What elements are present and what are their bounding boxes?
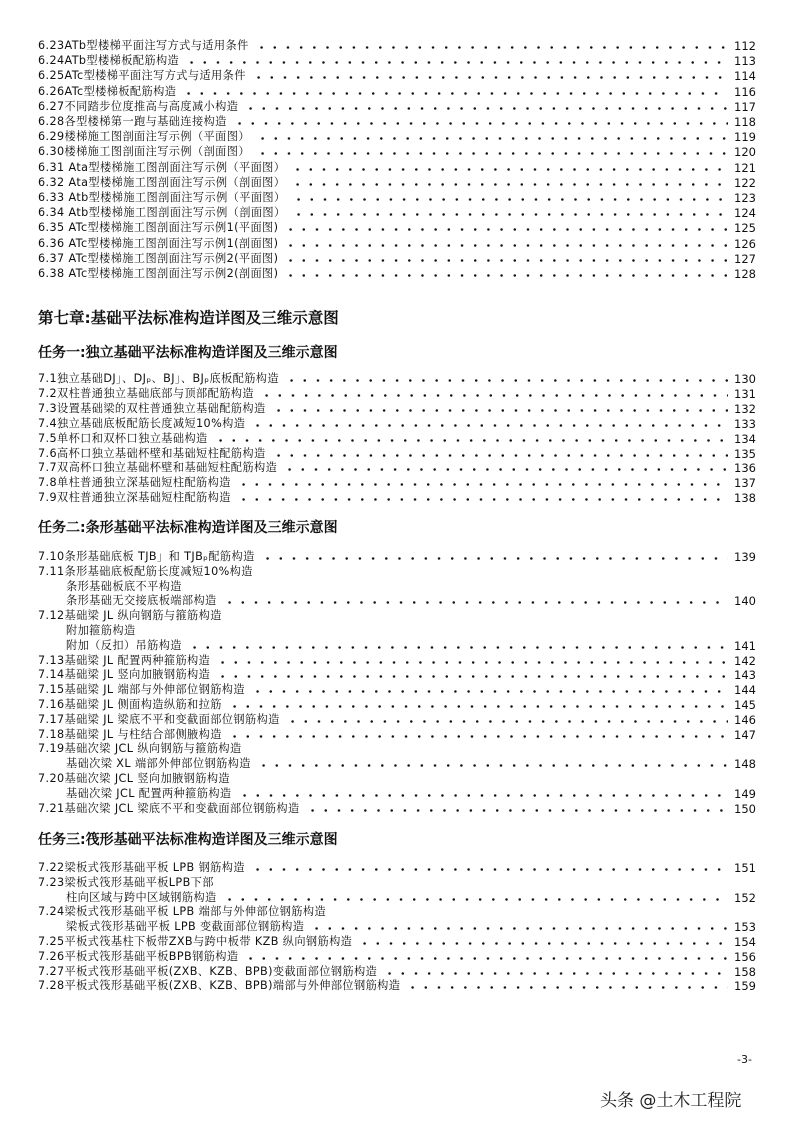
toc-leader-dots [214,439,728,442]
toc-entry[interactable] [0,891,794,905]
toc-leader-dots [244,957,728,960]
toc-entry-page: 149 [734,786,756,801]
toc-entry-title: 7.15基础梁 JL 端部与外伸部位钢筋构造 [38,683,245,697]
toc-entry-title: 6.38 ATc型楼梯施工图剖面注写示例2(剖面图) [38,267,279,280]
toc-entry-page: 135 [734,446,756,461]
toc-entry[interactable] [0,861,794,875]
toc-leader-dots [251,424,728,427]
toc-entry-title: 附加箍筋构造 [66,624,136,637]
toc-entry[interactable] [0,447,794,461]
toc-entry-title: 7.19基础次梁 JCL 纵向钢筋与箍筋构造 [38,742,242,756]
toc-leader-dots [406,986,728,989]
toc-entry[interactable] [0,698,794,712]
toc-entry-page: 143 [734,668,756,683]
toc-entry[interactable] [0,979,794,993]
toc-entry-title: 7.11条形基础底板配筋长度减短10%构造 [38,564,253,578]
toc-entry[interactable] [0,668,794,682]
toc-entry-page: 147 [734,727,756,742]
toc-entry-page: 142 [734,653,756,668]
toc-entry-page: 158 [734,964,756,979]
toc-leader-dots [284,244,728,247]
toc-leader-dots [228,735,728,738]
toc-leader-dots [284,274,728,277]
toc-entry-page: 121 [734,160,756,175]
toc-entry[interactable] [0,402,794,416]
toc-entry-page: 144 [734,683,756,698]
toc-entry-page: 125 [734,221,756,236]
toc-entry[interactable] [0,654,794,668]
toc-entry-title: 6.29楼梯施工图剖面注写示例（平面图） [38,130,250,144]
toc-entry-page: 150 [734,801,756,816]
toc-entry-page: 123 [734,191,756,205]
toc-entry-title: 6.36 ATc型楼梯施工图剖面注写示例1(剖面图) [38,236,279,250]
toc-entry-title: 7.22梁板式筏形基础平板 LPB 钢筋构造 [38,861,245,874]
toc-entry[interactable] [0,609,794,623]
toc-entry[interactable] [0,624,794,638]
toc-entry[interactable] [0,39,794,53]
toc-entry-title: 7.3设置基础梁的双柱普通独立基础配筋构造 [38,401,266,415]
toc-leader-dots [237,483,728,486]
toc-entry-page: 140 [734,594,756,609]
toc-entry[interactable] [0,176,794,190]
toc-entry-page: 138 [734,491,756,506]
toc-entry[interactable] [0,161,794,175]
toc-leader-dots [286,720,728,723]
toc-entry[interactable] [0,476,794,490]
toc-leader-dots [257,764,728,767]
toc-leader-dots [256,152,728,155]
toc-entry[interactable] [0,267,794,281]
toc-leader-dots [292,213,728,216]
toc-entry-title: 7.24梁板式筏形基础平板 LPB 端部与外伸部位钢筋构造 [38,905,327,919]
toc-entry[interactable] [0,252,794,266]
toc-entry[interactable] [0,950,794,964]
toc-entry-page: 124 [734,206,756,221]
toc-entry[interactable] [0,387,794,401]
toc-leader-dots [383,972,728,975]
toc-leader-dots [283,468,728,471]
toc-entry-page: 154 [734,935,756,949]
toc-leader-dots [182,92,728,95]
toc-entry-page: 152 [734,890,756,905]
toc-leader-dots [284,228,728,231]
toc-leader-dots [272,454,728,457]
toc-entry[interactable] [0,713,794,727]
toc-leader-dots [223,601,728,604]
toc-leader-dots [255,46,728,49]
toc-entry[interactable] [0,100,794,114]
toc-entry[interactable] [0,757,794,771]
toc-entry-title: 7.23梁板式筏形基础平板LPB下部 [38,875,214,889]
toc-entry-page: 156 [734,949,756,964]
toc-entry[interactable] [0,594,794,608]
toc-entry[interactable] [0,683,794,697]
toc-entry-title: 附加（反扣）吊筋构造 [66,638,182,652]
toc-leader-dots [228,705,728,708]
toc-leader-dots [238,794,728,797]
toc-entry-page: 148 [734,757,756,772]
toc-entry-title: 6.34 Atb型楼梯施工图剖面注写示例（剖面图） [38,206,286,220]
toc-entry[interactable] [0,802,794,816]
task3-title: 任务三:筏形基础平法标准构造详图及三维示意图 [38,832,338,848]
toc-entry-page: 131 [734,386,756,401]
toc-entry-page: 116 [734,84,756,99]
toc-entry-title: 6.31 Ata型楼梯施工图剖面注写示例（平面图） [38,160,286,174]
toc-entry[interactable] [0,580,794,594]
toc-entry-page: 139 [734,550,756,564]
toc-entry-page: 132 [734,401,756,416]
toc-entry-title: 6.33 Atb型楼梯施工图剖面注写示例（平面图） [38,191,286,204]
toc-entry-title: 6.37 ATc型楼梯施工图剖面注写示例2(平面图) [38,251,279,265]
toc-entry-page: 112 [734,39,756,53]
toc-entry[interactable] [0,221,794,235]
toc-entry[interactable] [0,115,794,129]
toc-leader-dots [260,394,728,397]
toc-entry-page: 159 [734,979,756,994]
toc-entry[interactable] [0,965,794,979]
toc-entry-title: 7.26平板式筏形基础平板BPB钢筋构造 [38,949,239,963]
toc-leader-dots [291,183,728,186]
toc-entry[interactable] [0,372,794,386]
toc-entry[interactable] [0,206,794,220]
toc-leader-dots [216,675,728,678]
toc-leader-dots [310,927,728,930]
toc-entry-page: 117 [734,99,756,114]
toc-entry-page: 127 [734,251,756,266]
chapter-title: 第七章:基础平法标准构造详图及三维示意图 [38,309,339,327]
toc-entry-title: 7.27平板式筏形基础平板(ZXB、KZB、BPB)变截面部位钢筋构造 [38,964,378,978]
toc-entry[interactable] [0,935,794,949]
toc-leader-dots [284,259,728,262]
toc-entry[interactable] [0,461,794,475]
toc-leader-dots [252,76,728,79]
toc-leader-dots [261,557,728,560]
toc-leader-dots [244,107,728,110]
toc-entry-title: 6.25ATc型楼梯平面注写方式与适用条件 [38,69,246,83]
toc-entry[interactable] [0,742,794,756]
toc-entry-title: 6.24ATb型楼梯板配筋构造 [38,54,180,68]
toc-entry-page: 130 [734,372,756,386]
watermark: 头条 @土木工程院 [600,1091,742,1111]
toc-leader-dots [292,198,728,201]
toc-entry[interactable] [0,130,794,144]
toc-entry-page: 126 [734,236,756,251]
toc-entry-title: 7.10条形基础底板 TJB」和 TJBₚ配筋构造 [38,550,255,563]
toc-entry-title: 7.14基础梁 JL 竖向加腋钢筋构造 [38,668,211,682]
toc-entry-title: 基础次梁 JCL 配置两种箍筋构造 [66,786,232,800]
toc-entry-page: 114 [734,69,756,84]
toc-entry-title: 7.21基础次梁 JCL 梁底不平和变截面部位钢筋构造 [38,801,300,815]
toc-entry[interactable] [0,905,794,919]
toc-entry[interactable] [0,920,794,934]
toc-entry[interactable] [0,417,794,431]
toc-entry[interactable] [0,85,794,99]
toc-entry-page: 133 [734,416,756,431]
toc-leader-dots [216,661,728,664]
toc-leader-dots [306,809,728,812]
toc-entry-page: 118 [734,115,756,129]
toc-entry-title: 7.28平板式筏形基础平板(ZXB、KZB、BPB)端部与外伸部位钢筋构造 [38,979,401,993]
toc-leader-dots [358,942,728,945]
task2-title: 任务二:条形基础平法标准构造详图及三维示意图 [38,520,338,536]
toc-entry-page: 113 [734,54,756,69]
toc-entry-page: 136 [734,461,756,476]
toc-leader-dots [185,61,728,64]
toc-entry-title: 6.27不同踏步位度推高与高度减小构造 [38,99,239,113]
toc-entry-title: 7.13基础梁 JL 配置两种箍筋构造 [38,653,211,667]
toc-entry-title: 7.16基础梁 JL 侧面构造纵筋和拉筋 [38,698,222,711]
toc-entry[interactable] [0,54,794,68]
toc-entry-title: 柱向区域与跨中区域钢筋构造 [66,890,217,904]
toc-entry-title: 7.2双柱普通独立基础底部与顶部配筋构造 [38,386,254,400]
toc-entry[interactable] [0,565,794,579]
toc-entry-title: 7.5单杯口和双杯口独立基础构造 [38,431,208,445]
toc-leader-dots [223,898,728,901]
toc-entry[interactable] [0,491,794,505]
toc-leader-dots [285,379,728,382]
toc-entry-page: 141 [734,638,756,653]
toc-entry-page: 146 [734,712,756,727]
toc-entry-page: 151 [734,861,756,875]
toc-entry-page: 134 [734,431,756,446]
toc-entry-title: 6.28各型楼梯第一跑与基础连接构造 [38,115,227,128]
toc-entry-title: 7.7双高杯口独立基础杯壁和基础短柱配筋构造 [38,461,278,475]
toc-leader-dots [251,690,728,693]
toc-leader-dots [237,498,728,501]
toc-entry-title: 6.23ATb型楼梯平面注写方式与适用条件 [38,39,249,52]
toc-entry-page: 120 [734,145,756,160]
toc-entry[interactable] [0,191,794,205]
toc-entry-title: 7.8单柱普通独立深基础短柱配筋构造 [38,476,231,490]
toc-entry[interactable] [0,728,794,742]
toc-entry-title: 梁板式筏形基础平板 LPB 变截面部位钢筋构造 [66,920,305,934]
toc-entry-page: 145 [734,698,756,712]
toc-entry-title: 6.35 ATc型楼梯施工图剖面注写示例1(平面图) [38,221,279,235]
task1-title: 任务一:独立基础平法标准构造详图及三维示意图 [38,345,338,361]
toc-entry-page: 122 [734,175,756,190]
toc-entry[interactable] [0,787,794,801]
toc-entry-title: 条形基础板底不平构造 [66,579,182,593]
toc-entry[interactable] [0,145,794,159]
page-number: -3- [737,1053,752,1066]
toc-entry[interactable] [0,550,794,564]
toc-entry-title: 6.30楼梯施工图剖面注写示例（剖面图） [38,145,250,159]
toc-entry[interactable] [0,237,794,251]
toc-entry-title: 7.17基础梁 JL 梁底不平和变截面部位钢筋构造 [38,712,280,726]
toc-entry[interactable] [0,639,794,653]
toc-entry-page: 153 [734,920,756,935]
toc-entry[interactable] [0,432,794,446]
toc-entry[interactable] [0,69,794,83]
toc-entry-title: 7.9双柱普通独立深基础短柱配筋构造 [38,491,231,505]
toc-entry-title: 6.26ATc型楼梯板配筋构造 [38,84,177,98]
toc-leader-dots [272,409,728,412]
toc-entry-page: 128 [734,267,756,281]
toc-entry[interactable] [0,876,794,890]
toc-leader-dots [233,122,728,125]
toc-entry-title: 7.18基础梁 JL 与柱结合部侧腋构造 [38,727,222,741]
toc-entry-page: 119 [734,130,756,145]
toc-leader-dots [256,137,728,140]
toc-entry-title: 基础次梁 XL 端部外伸部位钢筋构造 [66,757,251,771]
toc-entry-title: 7.20基础次梁 JCL 竖向加腋钢筋构造 [38,772,231,785]
toc-entry-title: 7.25平板式筏基柱下板带ZXB与跨中板带 KZB 纵向钢筋构造 [38,935,353,948]
toc-leader-dots [291,168,728,171]
toc-entry[interactable] [0,772,794,786]
toc-entry-title: 6.32 Ata型楼梯施工图剖面注写示例（剖面图） [38,175,286,189]
toc-leader-dots [251,868,728,871]
toc-entry-title: 7.4独立基础底板配筋长度减短10%构造 [38,416,246,430]
toc-entry-title: 7.6高杯口独立基础杯壁和基础短柱配筋构造 [38,446,266,460]
toc-leader-dots [188,646,728,649]
toc-entry-title: 条形基础无交接底板端部构造 [66,594,217,608]
toc-entry-title: 7.1独立基础DJ」、DJₚ、BJ」、BJₚ底板配筋构造 [38,372,279,385]
toc-entry-page: 137 [734,476,756,491]
toc-entry-title: 7.12基础梁 JL 纵向钢筋与箍筋构造 [38,609,222,623]
